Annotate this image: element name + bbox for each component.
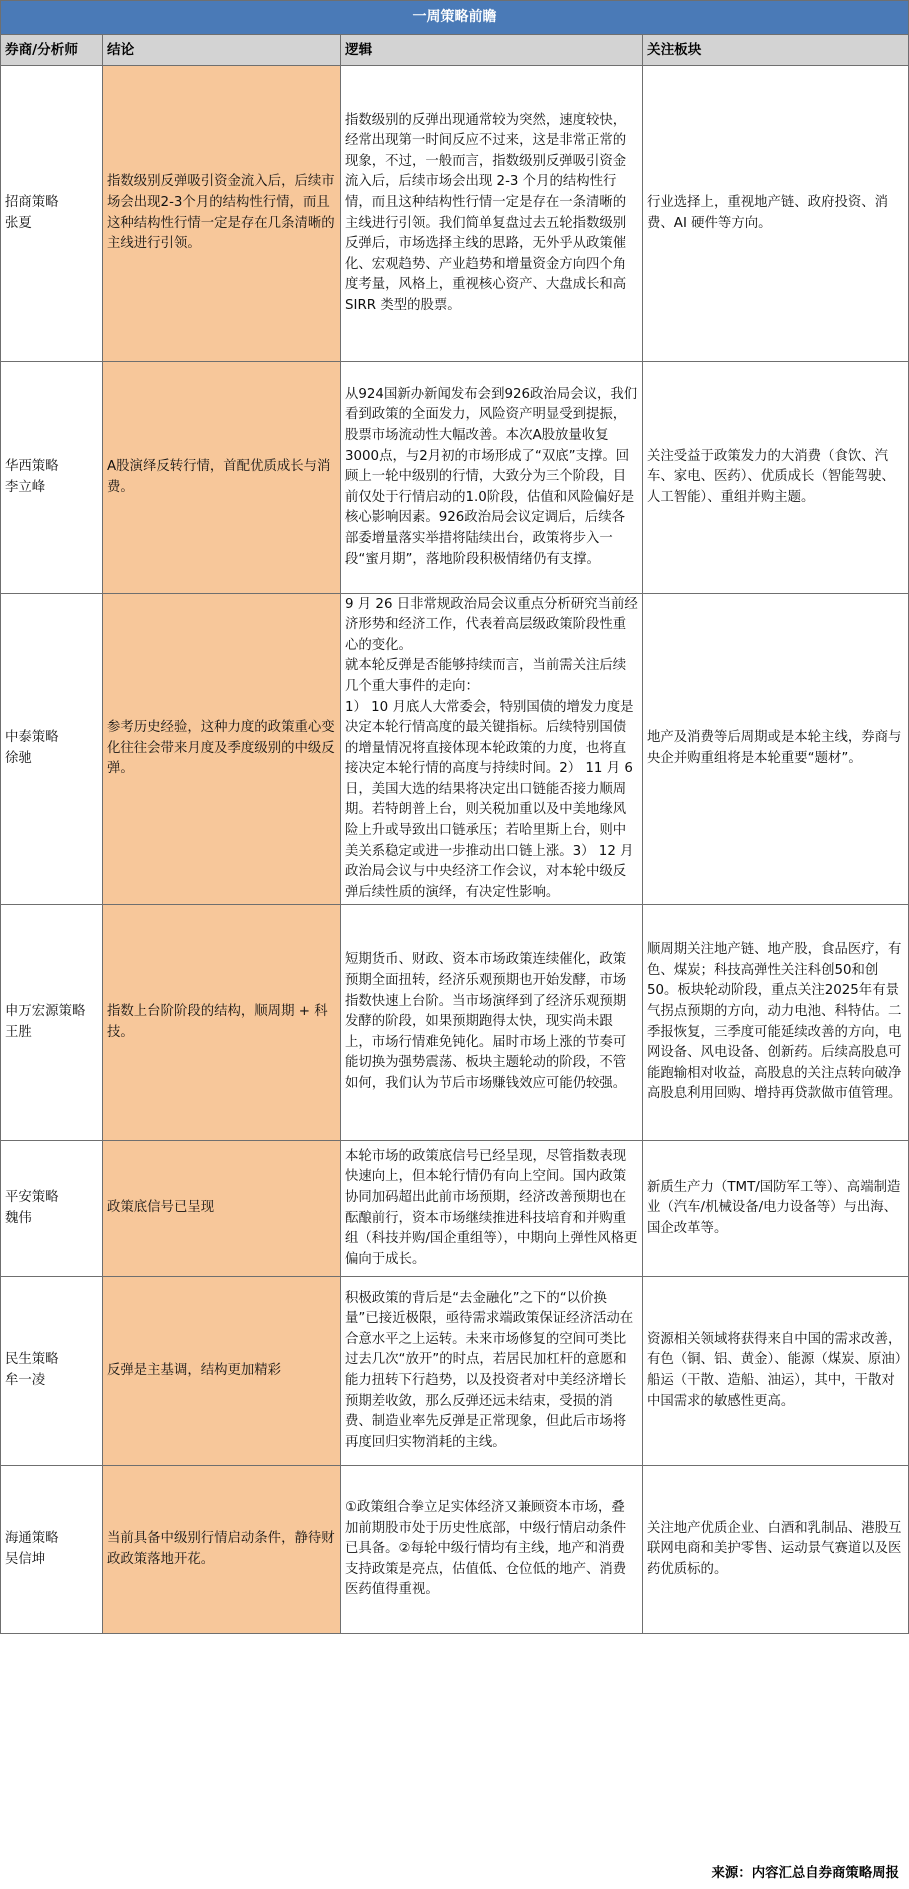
- logic-cell: 指数级别的反弹出现通常较为突然，速度较快，经常出现第一时间反应不过来，这是非常正常的现象，不过，一般而言，指数级别反弹吸引资金流入后，后续市场会出现 2-3 个月的结构性行情，而且这种结构性行情一定是存在一条清晰的主线进行引领。我们简单复盘过去五轮指数级别反弹后，市场选择主线的思路，无外乎从政策催化、宏观趋势、产业趋势和增量资金方向四个角度考量，风格上，重视核心资产、大盘成长和高 SIRR 类型的股票。: [341, 66, 643, 362]
- broker-cell: 海通策略 吴信坤: [1, 1466, 103, 1634]
- table-row: [1, 1141, 909, 1277]
- table-row: [1, 905, 909, 1141]
- table-row: [1, 1277, 909, 1466]
- table-row: [1, 362, 909, 594]
- title-row: [1, 1, 909, 35]
- broker-cell: 申万宏源策略 王胜: [1, 905, 103, 1141]
- broker-cell: 招商策略 张夏: [1, 66, 103, 362]
- focus-cell: 地产及消费等后周期或是本轮主线，券商与央企并购重组将是本轮重要“题材”。: [643, 594, 909, 905]
- header-row: [1, 35, 909, 66]
- conclusion-cell: 指数上台阶阶段的结构，顺周期 + 科技。: [103, 905, 341, 1141]
- conclusion-cell: 反弹是主基调，结构更加精彩: [103, 1277, 341, 1466]
- broker-cell: 民生策略 牟一凌: [1, 1277, 103, 1466]
- conclusion-cell: 政策底信号已呈现: [103, 1141, 341, 1277]
- logic-cell: 9 月 26 日非常规政治局会议重点分析研究当前经济形势和经济工作，代表着高层级政策阶段性重心的变化。 就本轮反弹是否能够持续而言，当前需关注后续几个重大事件的走向： 1） 10 月底人大常委会，特别国债的增发力度是决定本轮行情高度的最关键指标。后续特别国债的增量情况将直接体现本轮政策的力度，也将直接决定本轮行情的高度与持续时间。2） 11 月 6 日，美国大选的结果将决定出口链能否接力顺周期。若特朗普上台，则关税加重以及中美地缘风险上升或导致出口链承压；若哈里斯上台，则中美关系稳定或进一步推动出口链上涨。3） 12 月政治局会议与中央经济工作会议，对本轮中级反弹后续性质的演绎，有决定性影响。: [341, 594, 643, 905]
- focus-cell: 新质生产力（TMT/国防军工等）、高端制造业（汽车/机械设备/电力设备等）与出海、国企改革等。: [643, 1141, 909, 1277]
- conclusion-cell: 参考历史经验，这种力度的政策重心变化往往会带来月度及季度级别的中级反弹。: [103, 594, 341, 905]
- logic-cell: 积极政策的背后是“去金融化”之下的“以价换量”已接近极限，亟待需求端政策保证经济活动在合意水平之上运转。未来市场修复的空间可类比过去几次“放开”的时点，若居民加杠杆的意愿和能力扭转下行趋势，以及投资者对中美经济增长预期差收敛，那么反弹还远未结束，受损的消费、制造业率先反弹是正常现象，但此后市场将再度回归实物消耗的主线。: [341, 1277, 643, 1466]
- focus-cell: 关注地产优质企业、白酒和乳制品、港股互联网电商和美护零售、运动景气赛道以及医药优质标的。: [643, 1466, 909, 1634]
- logic-cell: 短期货币、财政、资本市场政策连续催化，政策预期全面扭转，经济乐观预期也开始发酵，市场指数快速上台阶。当市场演绎到了经济乐观预期发酵的阶段，如果预期跑得太快，现实尚未跟上，市场行情难免钝化。届时市场上涨的节奏可能切换为强势震荡、板块主题轮动的阶段，不管如何，我们认为节后市场赚钱效应可能仍较强。: [341, 905, 643, 1141]
- conclusion-cell: 指数级别反弹吸引资金流入后，后续市场会出现2-3个月的结构性行情，而且这种结构性行情一定是存在几条清晰的主线进行引领。: [103, 66, 341, 362]
- focus-cell: 资源相关领域将获得来自中国的需求改善，有色（铜、铝、黄金）、能源（煤炭、原油）船运（干散、造船、油运），其中，干散对中国需求的敏感性更高。: [643, 1277, 909, 1466]
- logic-cell: 本轮市场的政策底信号已经呈现，尽管指数表现快速向上，但本轮行情仍有向上空间。国内政策协同加码超出此前市场预期，经济改善预期也在酝酿前行，资本市场继续推进科技培育和并购重组（科技并购/国企重组等），中期向上弹性风格更偏向于成长。: [341, 1141, 643, 1277]
- header-broker: 券商/分析师: [1, 35, 103, 66]
- table-title: 一周策略前瞻: [1, 1, 909, 35]
- broker-cell: 平安策略 魏伟: [1, 1141, 103, 1277]
- conclusion-cell: A股演绎反转行情，首配优质成长与消费。: [103, 362, 341, 594]
- logic-cell: ①政策组合拳立足实体经济又兼顾资本市场，叠加前期股市处于历史性底部，中级行情启动条件已具备。②每轮中级行情均有主线，地产和消费支持政策是亮点，估值低、仓位低的地产、消费医药值得重视。: [341, 1466, 643, 1634]
- table-row: [1, 1466, 909, 1634]
- focus-cell: 关注受益于政策发力的大消费（食饮、汽车、家电、医药）、优质成长（智能驾驶、人工智能）、重组并购主题。: [643, 362, 909, 594]
- header-focus: 关注板块: [643, 35, 909, 66]
- conclusion-cell: 当前具备中级别行情启动条件，静待财政政策落地开花。: [103, 1466, 341, 1634]
- logic-cell: 从924国新办新闻发布会到926政治局会议，我们看到政策的全面发力，风险资产明显受到提振，股票市场流动性大幅改善。本次A股放量收复3000点，与2月初的市场形成了“双底”支撑。回顾上一轮中级别的行情，大致分为三个阶段，目前仅处于行情启动的1.0阶段，估值和风险偏好是核心影响因素。926政治局会议定调后，后续各部委增量落实举措将陆续出台，政策将步入一段“蜜月期”，落地阶段积极情绪仍有支撑。: [341, 362, 643, 594]
- focus-cell: 行业选择上，重视地产链、政府投资、消费、AI 硬件等方向。: [643, 66, 909, 362]
- table-row: [1, 66, 909, 362]
- focus-cell: 顺周期关注地产链、地产股，食品医疗，有色、煤炭；科技高弹性关注科创50和创50。板块轮动阶段，重点关注2025年有景气拐点预期的方向，动力电池、科特估。二季报恢复，三季度可能延续改善的方向，电网设备、风电设备、创新药。后续高股息可能跑输相对收益，高股息的关注点转向破净高股息利用回购、增持再贷款做市值管理。: [643, 905, 909, 1141]
- broker-cell: 华西策略 李立峰: [1, 362, 103, 594]
- header-conclusion: 结论: [103, 35, 341, 66]
- header-logic: 逻辑: [341, 35, 643, 66]
- table-row: [1, 594, 909, 905]
- broker-cell: 中泰策略 徐驰: [1, 594, 103, 905]
- source-note: 来源：内容汇总自券商策略周报: [711, 1866, 899, 1881]
